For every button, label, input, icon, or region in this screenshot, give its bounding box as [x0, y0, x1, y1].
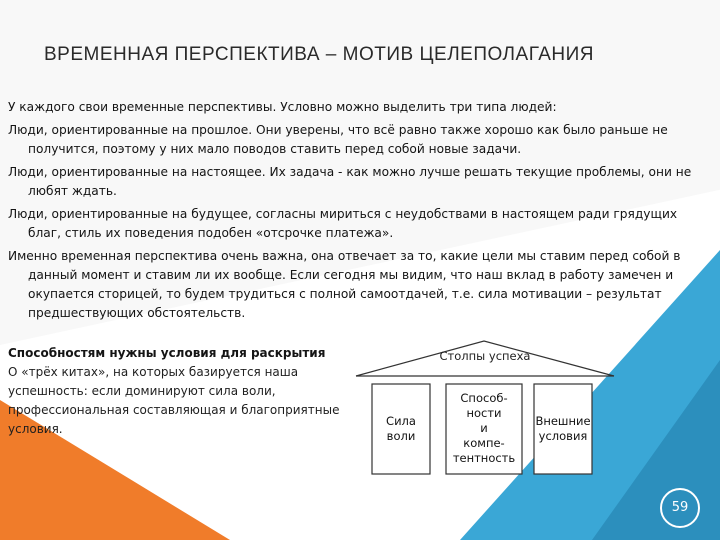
page-number: 59 [660, 488, 700, 528]
pillar-abilities-line: ности [466, 406, 502, 420]
pillars-diagram [350, 338, 620, 488]
pillar-abilities-line: и [480, 421, 488, 435]
body-text [8, 98, 714, 327]
slide-title: ВРЕМЕННАЯ ПЕРСПЕКТИВА – МОТИВ ЦЕЛЕПОЛАГАНИЯ [44, 44, 594, 65]
abilities-text [8, 344, 348, 439]
pillar-conditions-line: Внешние [535, 414, 591, 428]
pillar-willpower-line: Сила [386, 414, 416, 428]
paragraph-importance: Именно временная перспектива очень важна, она отвечает за то, какие цели мы ставим перед собой в данный момент и ставим ли их вообще. Если сегодня мы видим, что наш вклад в работу замечен и окупается сторицей, то будем трудиться с полной самоотдачей, т.е. сила мотивации – результат предшествующих обстоятельств. [8, 249, 681, 320]
three-whales-text: О «трёх китах», на которых базируется наша успешность: если доминируют сила воли, профессиональная составляющая и благоприятные условия. [8, 365, 340, 436]
paragraph-future: Люди, ориентированные на будущее, согласны мириться с неудобствами в настоящем ради грядущих благ, стиль их поведения подобен «отсрочке платежа». [8, 207, 678, 240]
pillar-abilities-line: Способ- [460, 391, 508, 405]
pillar-abilities [446, 391, 522, 466]
pillar-conditions-line: условия [538, 429, 588, 443]
paragraph-past: Люди, ориентированные на прошлое. Они уверены, что всё равно также хорошо как было раньше не получится, поэтому у них мало поводов ставить перед собой новые задачи. [8, 123, 668, 156]
pillar-abilities-line: тентность [452, 451, 516, 465]
pillar-abilities-line: компе- [463, 436, 505, 450]
abilities-heading: Способностям нужны условия для раскрытия [8, 346, 326, 360]
pillar-conditions [534, 414, 592, 444]
paragraph-present: Люди, ориентированные на настоящее. Их задача - как можно лучше решать текущие проблемы, они не любят ждать. [8, 165, 692, 198]
pillar-willpower [372, 414, 430, 444]
pillar-willpower-line: воли [386, 429, 416, 443]
paragraph-intro: У каждого свои временные перспективы. Условно можно выделить три типа людей: [8, 100, 557, 114]
roof-label: Столпы успеха [439, 349, 531, 363]
